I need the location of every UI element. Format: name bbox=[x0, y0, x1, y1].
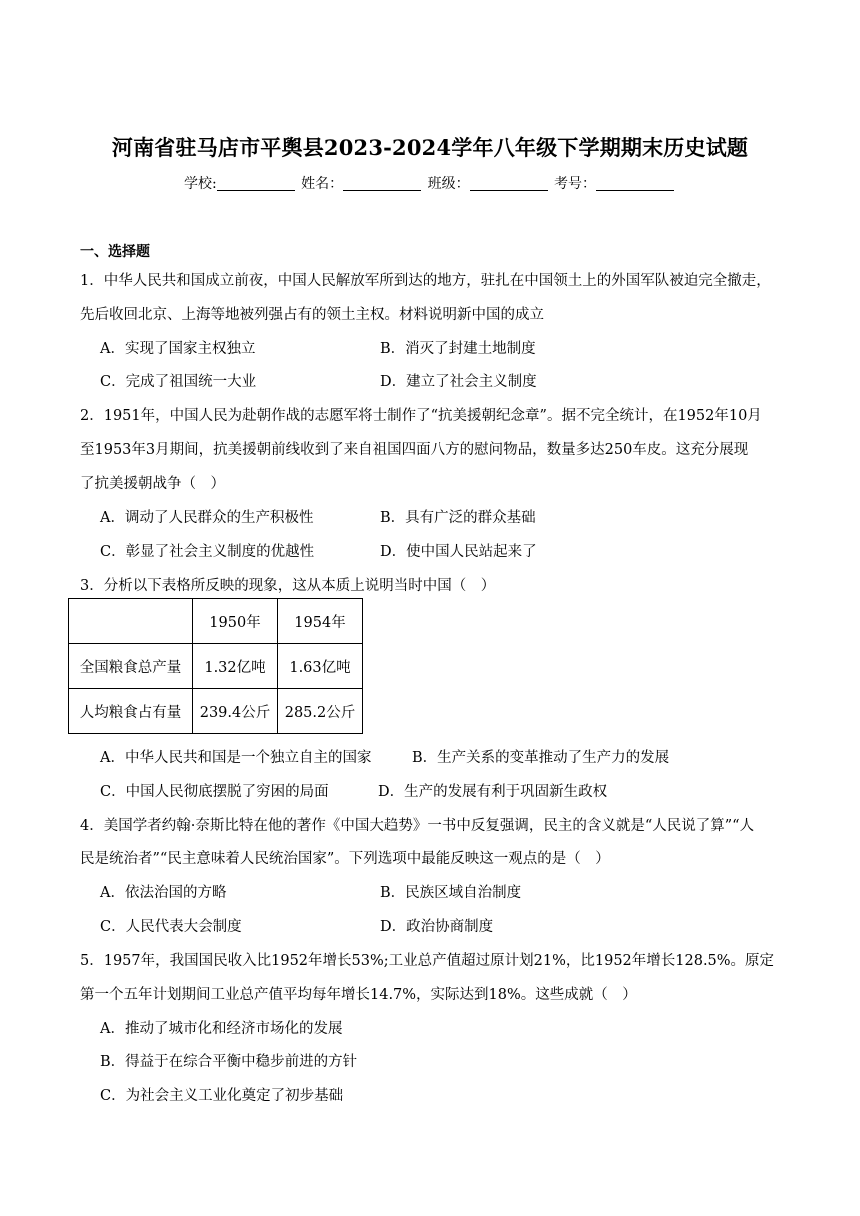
table-cell: 1.32亿吨 bbox=[193, 644, 278, 689]
q4-option-b: B．民族区域自治制度 bbox=[380, 885, 522, 901]
grain-table bbox=[68, 598, 363, 734]
q3-option-b: B．生产关系的变革推动了生产力的发展 bbox=[412, 750, 670, 766]
name-label: 姓名： bbox=[301, 176, 344, 192]
student-info-row bbox=[0, 173, 860, 193]
name-blank bbox=[343, 176, 421, 191]
exam-title: 河南省驻马店市平舆县2023-2024学年八年级下学期期末历史试题 bbox=[111, 135, 749, 160]
q2-option-c: C．彰显了社会主义制度的优越性 bbox=[100, 544, 315, 560]
q1-option-b: B．消灭了封建土地制度 bbox=[380, 341, 536, 357]
q5-stem-line: 5．1957年，我国国民收入比1952年增长53%;工业总产值超过原计划21%，比1952年增长128.5%。原定 bbox=[80, 953, 775, 969]
school-blank bbox=[217, 176, 295, 191]
q1-option-a: A．实现了国家主权独立 bbox=[100, 341, 256, 357]
class-label: 班级： bbox=[427, 176, 470, 192]
table-row bbox=[69, 644, 363, 689]
section-heading: 一、选择题 bbox=[80, 244, 150, 260]
table-cell: 1.63亿吨 bbox=[278, 644, 363, 689]
q2-option-a: A．调动了人民群众的生产积极性 bbox=[100, 510, 314, 526]
table-header-cell: 1954年 bbox=[278, 599, 363, 644]
school-label: 学校: bbox=[183, 176, 217, 192]
q2-stem-line: 了抗美援朝战争（ ） bbox=[80, 476, 225, 492]
q5-option-a: A．推动了城市化和经济市场化的发展 bbox=[100, 1021, 343, 1037]
table-row bbox=[69, 689, 363, 734]
q1-option-c: C．完成了祖国统一大业 bbox=[100, 374, 257, 390]
q3-option-a: A．中华人民共和国是一个独立自主的国家 bbox=[100, 750, 372, 766]
class-blank bbox=[470, 176, 548, 191]
q1-stem-line: 先后收回北京、上海等地被列强占有的领土主权。材料说明新中国的成立 bbox=[80, 307, 544, 323]
q5-option-b: B．得益于在综合平衡中稳步前进的方针 bbox=[100, 1054, 358, 1070]
q5-option-c: C．为社会主义工业化奠定了初步基础 bbox=[100, 1088, 344, 1104]
exam-number-label: 考号： bbox=[554, 176, 597, 192]
q2-option-d: D．使中国人民站起来了 bbox=[380, 544, 537, 560]
q4-option-d: D．政治协商制度 bbox=[380, 919, 494, 935]
table-cell: 239.4公斤 bbox=[193, 689, 278, 734]
table-header-cell bbox=[69, 599, 193, 644]
exam-number-blank bbox=[596, 176, 674, 191]
q2-stem-line: 2．1951年，中国人民为赴朝作战的志愿军将士制作了“抗美援朝纪念章”。据不完全统计，在1952年10月 bbox=[80, 408, 762, 424]
table-cell: 285.2公斤 bbox=[278, 689, 363, 734]
q4-stem-line: 民是统治者”“民主意味着人民统治国家”。下列选项中最能反映这一观点的是（ ） bbox=[80, 851, 610, 867]
q4-option-c: C．人民代表大会制度 bbox=[100, 919, 242, 935]
q3-stem-line: 3．分析以下表格所反映的现象，这从本质上说明当时中国（ ） bbox=[80, 578, 496, 594]
q1-stem-line: 1．中华人民共和国成立前夜，中国人民解放军所到达的地方，驻扎在中国领土上的外国军队被迫完全撤走， bbox=[80, 273, 771, 289]
q4-option-a: A．依法治国的方略 bbox=[100, 885, 227, 901]
q2-stem-line: 至1953年3月期间，抗美援朝前线收到了来自祖国四面八方的慰问物品，数量多达250车皮。这充分展现 bbox=[80, 442, 749, 458]
table-header-cell: 1950年 bbox=[193, 599, 278, 644]
table-cell: 全国粮食总产量 bbox=[69, 644, 193, 689]
q3-option-d: D．生产的发展有利于巩固新生政权 bbox=[378, 784, 608, 800]
q4-stem-line: 4．美国学者约翰·奈斯比特在他的著作《中国大趋势》一书中反复强调，民主的含义就是“人民说了算”“人 bbox=[80, 818, 755, 834]
q1-option-d: D．建立了社会主义制度 bbox=[380, 374, 537, 390]
q5-stem-line: 第一个五年计划期间工业总产值平均每年增长14.7%，实际达到18%。这些成就（ ） bbox=[80, 987, 637, 1003]
q3-option-c: C．中国人民彻底摆脱了穷困的局面 bbox=[100, 784, 329, 800]
table-cell: 人均粮食占有量 bbox=[69, 689, 193, 734]
q2-option-b: B．具有广泛的群众基础 bbox=[380, 510, 536, 526]
table-header-row bbox=[69, 599, 363, 644]
